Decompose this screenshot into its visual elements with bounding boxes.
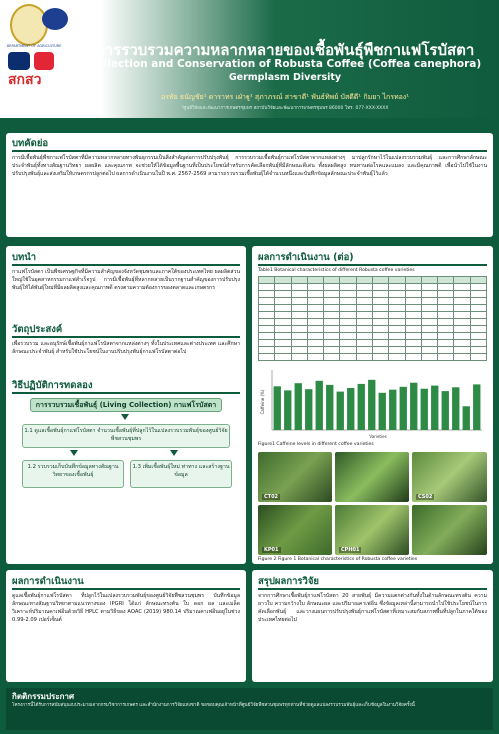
chart-bar — [379, 393, 386, 430]
chart-bar — [421, 389, 428, 430]
flow-step-1: 1.1 ดูแลเชื้อพันธุ์กาแฟโรบัสตา จำนวนเชื้อพันธุ์ที่ปลูกไว้ในแปลงรวบรวมพันธุ์ของศูนย์วิจัยพืชสวนชุมพร — [22, 424, 230, 448]
photo-label-ct02: CT02 — [264, 494, 279, 500]
title-english: Collection and Conservation of Robusta Coffee (Coffea canephora) — [88, 58, 482, 70]
method-title: วิธีปฏิบัติการทดลอง — [12, 380, 93, 391]
intro-title: บทนำ — [12, 252, 37, 263]
chart-bar — [316, 381, 323, 430]
tsri-logo-left-icon — [8, 52, 30, 70]
objective-divider — [12, 336, 240, 338]
chart-bar — [347, 388, 354, 430]
chart-xlabel: Varieties — [369, 434, 387, 439]
figure2-caption: Figure 2 Figure 1 Botanical characteristics of Robusta coffee varieties — [258, 557, 418, 562]
characteristics-table — [258, 276, 487, 361]
abstract-box — [6, 133, 493, 237]
tsri-logo-right-icon — [34, 52, 54, 70]
flow-arrow-icon — [170, 450, 178, 456]
logo-caption: DEPARTMENT OF AGRICULTURE — [6, 44, 62, 48]
operation-divider — [12, 588, 240, 590]
tsri-logo — [8, 52, 66, 100]
chart-bar — [274, 386, 281, 430]
caffeine-bar-chart — [258, 362, 487, 440]
chart-bar — [358, 384, 365, 430]
chart-ylabel: Caffeine (%) — [260, 389, 265, 415]
agency-logo-icon — [42, 8, 68, 30]
abstract-divider — [12, 150, 487, 152]
abstract-title: บทคัดย่อ — [12, 138, 49, 149]
chart-bar — [400, 387, 407, 430]
chart-bar — [410, 383, 417, 430]
operation-title: ผลการดำเนินงาน — [12, 576, 84, 587]
chart-bar — [389, 390, 396, 430]
title-thai: การรวบรวมความหลากหลายของเชื้อพันธุ์พืชกาแฟโรบัสตา — [95, 41, 475, 59]
photo-label-cph01: CPH01 — [341, 547, 360, 553]
summary-divider — [258, 588, 487, 590]
chart-bar — [326, 385, 333, 430]
results-divider — [258, 264, 487, 266]
acknowledgment-title: กิตติกรรมประกาศ — [12, 692, 75, 701]
photo-2 — [335, 452, 409, 502]
summary-text: จากการศึกษาเชื้อพันธุ์กาแฟโรบัสตา 20 สายพันธุ์ มีความแตกต่างกันทั้งในด้านลักษณะทรงต้น ความยาวใบ ความกว้างใบ ลักษณะผล และปริมาณคาเฟอีน ซึ่งข้อมูลเหล่านี้สามารถนำไปใช้ประโยชน์ในการคัดเลือกพันธุ์ และวางแผนการปรับปรุงพันธุ์กาแฟโรบัสตาที่เหมาะสมกับสภาพพื้นที่ปลูกในภาคใต้ของประเทศไทยต่อไป — [258, 593, 487, 623]
abstract-text: การมีเชื้อพันธุ์พืชกาแฟโรบัสตาที่มีความหลากหลายทางพันธุกรรมเป็นสิ่งสำคัญต่อการปรับปรุงพันธุ์ การรวบรวมเชื้อพันธุ์กาแฟโรบัสตาจากแหล่งต่างๆ มาปลูกรักษาไว้ในแปลงรวบรวมพันธุ์ และการศึกษาลักษณะประจำพันธุ์ทั้งทางสัณฐานวิทยา ผลผลิต และคุณภาพ จะช่วยให้ได้ข้อมูลพื้นฐานที่เป็นประโยชน์สำหรับการคัดเลือกพันธุ์ที่มีลักษณะดีเด่น ทั้งผลผลิตสูง ทนทานต่อโรคและแมลง และมีคุณภาพดี เพื่อนำไปใช้ในงานปรับปรุงพันธุ์และส่งเสริมให้เกษตรกรปลูกต่อไป ผลการดำเนินงานในปี พ.ศ. 2567-2569 สามารถรวบรวมเชื้อพันธุ์ได้จำนวนหนึ่งและบันทึกข้อมูลลักษณะประจำพันธุ์ไว้แล้ว — [12, 155, 487, 177]
objective-text: เพื่อรวบรวม และอนุรักษ์เชื้อพันธุ์กาแฟโรบัสตาจากแหล่งต่างๆ ทั้งในประเทศและต่างประเทศ และศึกษาลักษณะประจำพันธุ์ สำหรับใช้ประโยชน์ในงานปรับปรุงพันธุ์กาแฟโรบัสตาต่อไป — [12, 341, 240, 355]
flow-step-3: 1.3 เพิ่มเชื้อพันธุ์ใหม่ ท่าทาง และสร้างฐานข้อมูล — [130, 460, 232, 488]
figure1-caption: Figure1 Caffeine levels in different coffee varieties — [258, 442, 374, 447]
intro-divider — [12, 264, 240, 266]
results-title: ผลการดำเนินงาน (ต่อ) — [258, 252, 354, 263]
photo-label-cs02: CS02 — [418, 494, 433, 500]
department-seal-icon — [10, 4, 48, 46]
chart-bar — [473, 384, 480, 430]
chart-bar — [442, 391, 449, 430]
acknowledgment-text: โครงการนี้ได้รับการสนับสนุนงบประมาณจากกรมวิชาการเกษตร และสำนักงานการวิจัยแห่งชาติ ขอขอบคุณเจ้าหน้าที่ศูนย์วิจัยพืชสวนชุมพรทุกท่านที่ช่วยดูแลแปลงรวบรวมพันธุ์และเก็บข้อมูลในงานวิจัยครั้งนี้ — [12, 703, 415, 708]
table-caption: Table1 Botanical characteristics of different Robusta coffee varieties — [258, 268, 415, 273]
chart-bar — [295, 383, 302, 430]
tsri-logo-text: สกสว — [8, 72, 42, 88]
summary-title: สรุปผลการวิจัย — [258, 576, 319, 587]
flow-head: การรวบรวมเชื้อพันธุ์ (Living Collection) กาแฟโรบัสตา — [30, 398, 222, 412]
authors: อรทัย ธนัญชัย¹ ดาราทร เฝ่าฐู¹ สุภาภรณ์ สาขาดี¹ พันธ์ทิพย์ บัสดีดี¹ กิมยา ไกรทอง¹ — [160, 93, 410, 101]
flow-arrow-icon — [70, 450, 78, 456]
flow-step-2: 1.2 รวบรวมเก็บบันทึกข้อมูลทางสัณฐานวิทยาของเชื้อพันธุ์ — [22, 460, 124, 488]
chart-bar — [305, 389, 312, 430]
acknowledgment-box — [6, 688, 493, 730]
chart-bar — [337, 392, 344, 430]
photo-cph01 — [412, 505, 487, 555]
intro-text: กาแฟโรบัสตา เป็นพืชเศรษฐกิจที่มีความสำคัญของจังหวัดชุมพรและภาคใต้ของประเทศไทย ผลผลิตส่วนใหญ่ใช้ในอุตสาหกรรมกาแฟสำเร็จรูป การมีเชื้อพันธุ์ที่หลากหลายเป็นรากฐานสำคัญของการปรับปรุงพันธุ์ให้ได้พันธุ์ใหม่ที่มีผลผลิตสูงและคุณภาพดี ตรงตามความต้องการของตลาดและเกษตรกร — [12, 269, 240, 291]
photo-label-kp01: KP01 — [264, 547, 279, 553]
chart-bar — [463, 406, 470, 430]
chart-bar — [431, 386, 438, 430]
chart-bar — [368, 380, 375, 430]
title-english-line2: Germplasm Diversity — [228, 72, 342, 83]
chart-bar — [284, 390, 291, 430]
affiliation: ¹ศูนย์วิจัยและพัฒนาการเกษตรชุมพร สถาบันวิจัยและพัฒนาการเกษตรชุมพร 86000 โทร. 077-XXX-XXXX — [181, 106, 389, 111]
flow-arrow-icon — [121, 414, 129, 420]
objective-title: วัตถุประสงค์ — [12, 324, 63, 335]
operation-text: ดูแลเชื้อพันธุ์กาแฟโรบัสตา ที่ปลูกไว้ในแปลงรวบรวมพันธุ์ของศูนย์วิจัยพืชสวนชุมพร บันทึกข้อมูลลักษณะทางสัณฐานวิทยาตามแนวทางของ IPGRI ได้แก่ ลักษณะทรงต้น ใบ ดอก ผล และเมล็ด วิเคราะห์ปริมาณคาเฟอีนด้วยวิธี HPLC ตามวิธีของ AOAC (2019) 980.14 ปริมาณคาเฟอีนอยู่ในช่วง 0.99-2.09 เปอร์เซ็นต์ — [12, 593, 240, 623]
chart-bar — [452, 387, 459, 430]
method-divider — [12, 392, 240, 394]
